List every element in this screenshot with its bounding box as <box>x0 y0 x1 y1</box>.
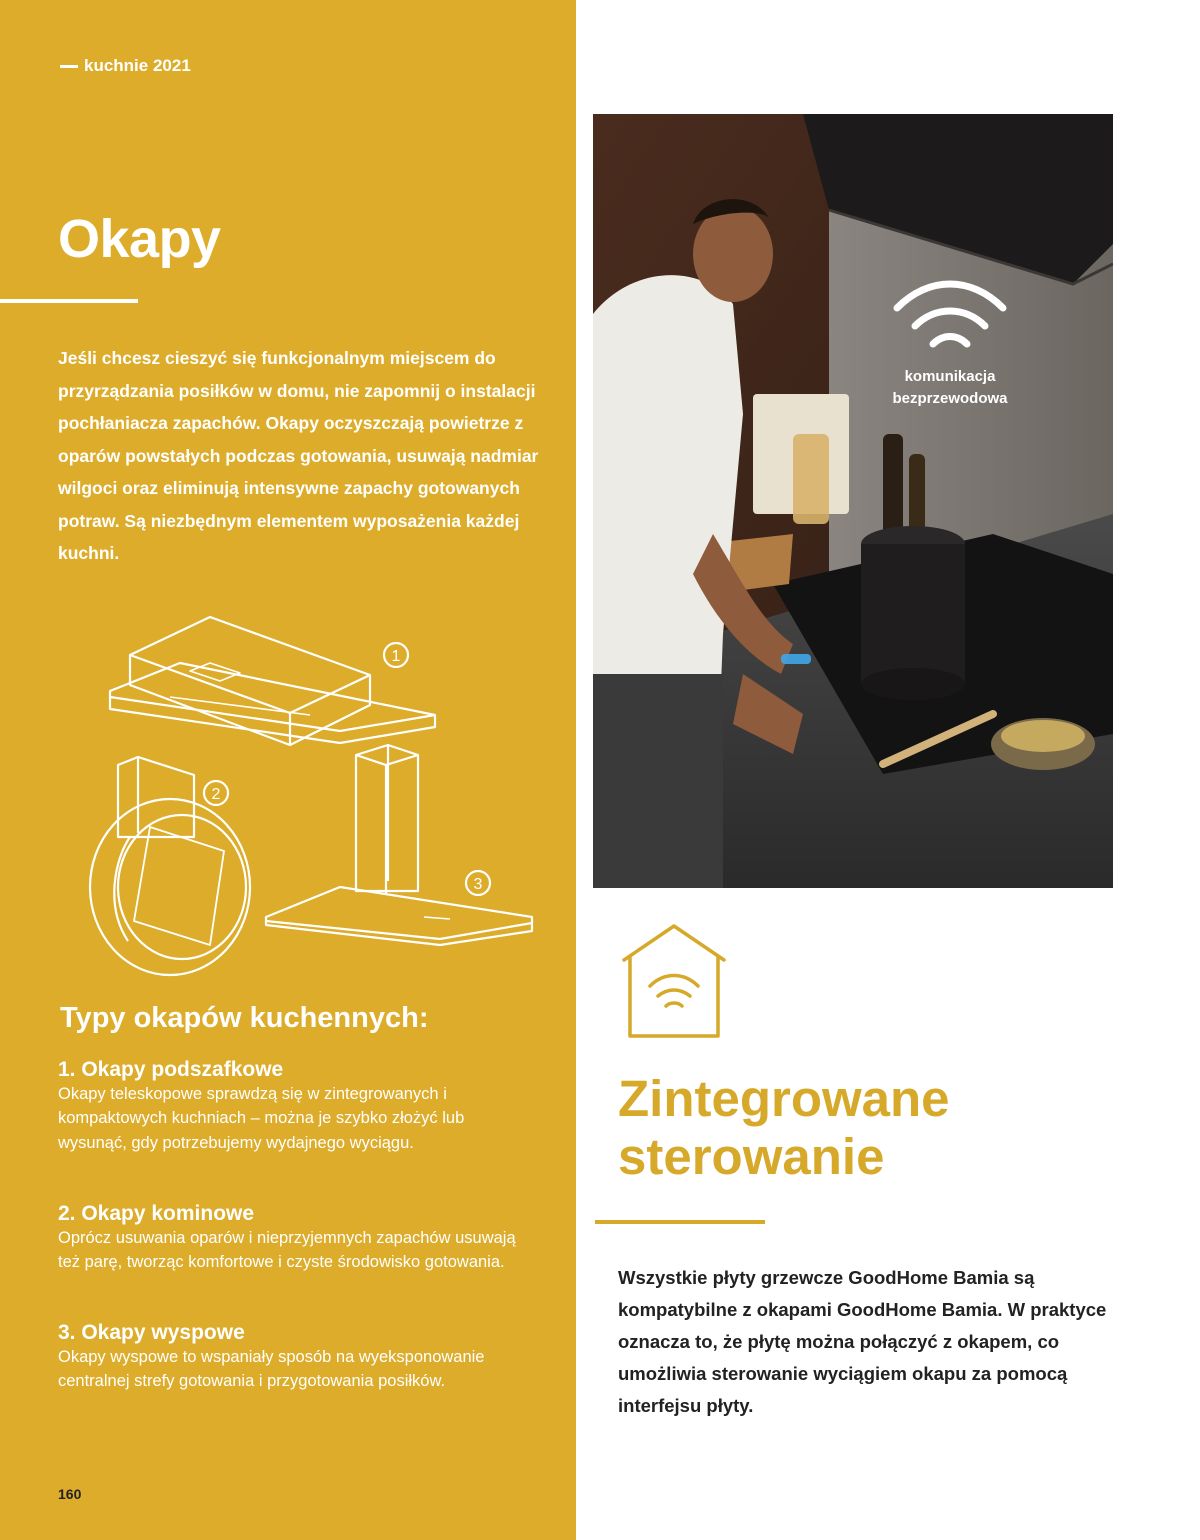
intro-paragraph: Jeśli chcesz cieszyć się funkcjonalnym miejscem do przyrządzania posiłków w domu, nie zapomnij o instalacji pochłaniacza zapachów. Okapy oczyszczają powietrze z oparów powstałych podczas gotowania, usuwają nadmiar wilgoci oraz eliminują intensywne zapachy gotowanych potraw. Są niezbędnym elementem wyposażenia każdej kuchni. <box>58 348 539 563</box>
type-item-1-text: Okapy teleskopowe sprawdzą się w zintegrowanych i kompaktowych kuchniach – można je szybko złożyć lub wysunąć, gdy potrzebujemy wydajnego wyciągu. <box>58 1085 465 1152</box>
wifi-label <box>855 366 1045 410</box>
running-header-text: kuchnie 2021 <box>84 56 191 75</box>
feature-body: Wszystkie płyty grzewcze GoodHome Bamia są kompatybilne z okapami GoodHome Bamia. W praktyce oznacza to, że płytę można połączyć z okapem, co umożliwia sterowanie wyciągiem okapu za pomocą interfejsu płyty. <box>618 1267 1107 1416</box>
wifi-label-line1: komunikacja <box>904 368 996 385</box>
type-item-1 <box>58 1058 528 1155</box>
feature-title <box>618 1070 950 1186</box>
marker-3 <box>466 871 490 895</box>
marker-2-label: 2 <box>211 786 221 803</box>
feature-title-line2: sterowanie <box>618 1128 885 1185</box>
type-item-2-heading: 2. Okapy kominowe <box>58 1202 255 1225</box>
kitchen-photo-illustration <box>593 114 1113 888</box>
type-item-3 <box>58 1321 528 1394</box>
types-title: Typy okapów kuchennych: <box>60 1002 429 1034</box>
smart-home-icon <box>618 920 730 1040</box>
hood-line-drawings <box>70 605 550 985</box>
type-item-3-heading: 3. Okapy wyspowe <box>58 1321 245 1344</box>
kitchen-photo <box>593 114 1113 888</box>
wifi-icon <box>889 280 1011 352</box>
marker-1 <box>384 643 408 667</box>
telescopic-hood-drawing <box>110 617 435 745</box>
chimney-hood-drawing <box>90 757 250 975</box>
page-number: 160 <box>58 1486 82 1502</box>
feature-rule <box>595 1220 765 1224</box>
island-hood-drawing <box>266 745 532 945</box>
left-panel <box>0 0 576 1540</box>
marker-1-label: 1 <box>391 648 401 665</box>
header-dash <box>60 65 78 68</box>
marker-2 <box>204 781 228 805</box>
type-item-2 <box>58 1202 528 1275</box>
feature-title-line1: Zintegrowane <box>618 1070 950 1127</box>
title-rule <box>0 299 138 303</box>
running-header <box>60 56 191 76</box>
marker-3-label: 3 <box>473 876 483 893</box>
wifi-label-line2: bezprzewodowa <box>892 390 1008 407</box>
type-item-1-heading: 1. Okapy podszafkowe <box>58 1058 284 1081</box>
type-item-3-text: Okapy wyspowe to wspaniały sposób na wyeksponowanie centralnej strefy gotowania i przygotowania posiłków. <box>58 1348 485 1391</box>
page-title: Okapy <box>58 209 221 269</box>
type-item-2-text: Oprócz usuwania oparów i nieprzyjemnych zapachów usuwają też parę, tworząc komfortowe i czyste środowisko gotowania. <box>58 1229 516 1272</box>
